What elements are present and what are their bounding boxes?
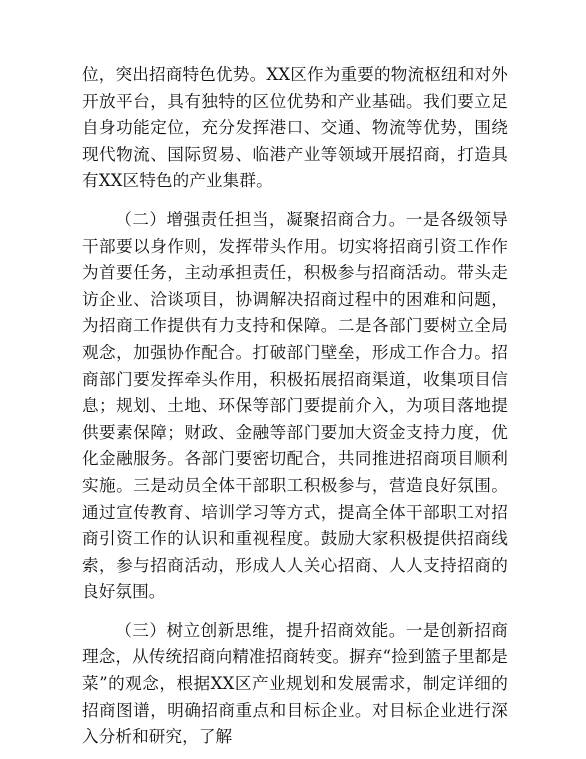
document-page <box>82 62 508 751</box>
paragraph-continuation: 位，突出招商特色优势。XX区作为重要的物流枢纽和对外开放平台，具有独特的区位优势和产业基础。我们要立足自身功能定位，充分发挥港口、交通、物流等优势，围绕现代物流、国际贸易、临港产业等领域开展招商，打造具有XX区特色的产业集群。 <box>82 65 508 191</box>
paragraph-section-three: （三）树立创新思维，提升招商效能。一是创新招商理念，从传统招商向精准招商转变。摒弃“捡到篮子里都是菜”的观念，根据XX区产业规划和发展需求，制定详细的招商图谱，明确招商重点和目标企业。对目标企业进行深入分析和研究，了解 <box>82 620 508 747</box>
paragraph-section-two: （二）增强责任担当，凝聚招商合力。一是各级领导干部要以身作则，发挥带头作用。切实将招商引资工作作为首要任务，主动承担责任，积极参与招商活动。带头走访企业、洽谈项目，协调解决招商过程中的困难和问题，为招商工作提供有力支持和保障。二是各部门要树立全局观念，加强协作配合。打破部门壁垒，形成工作合力。招商部门要发挥牵头作用，积极拓展招商渠道，收集项目信息；规划、土地、环保等部门要提前介入，为项目落地提供要素保障；财政、金融等部门要加大资金支持力度，优化金融服务。各部门要密切配合，共同推进招商项目顺利实施。三是动员全体干部职工积极参与，营造良好氛围。通过宣传教育、培训学习等方式，提高全体干部职工对招商引资工作的认识和重视程度。鼓励大家积极提供招商线索，参与招商活动，形成人人关心招商、人人支持招商的良好氛围。 <box>82 209 508 602</box>
